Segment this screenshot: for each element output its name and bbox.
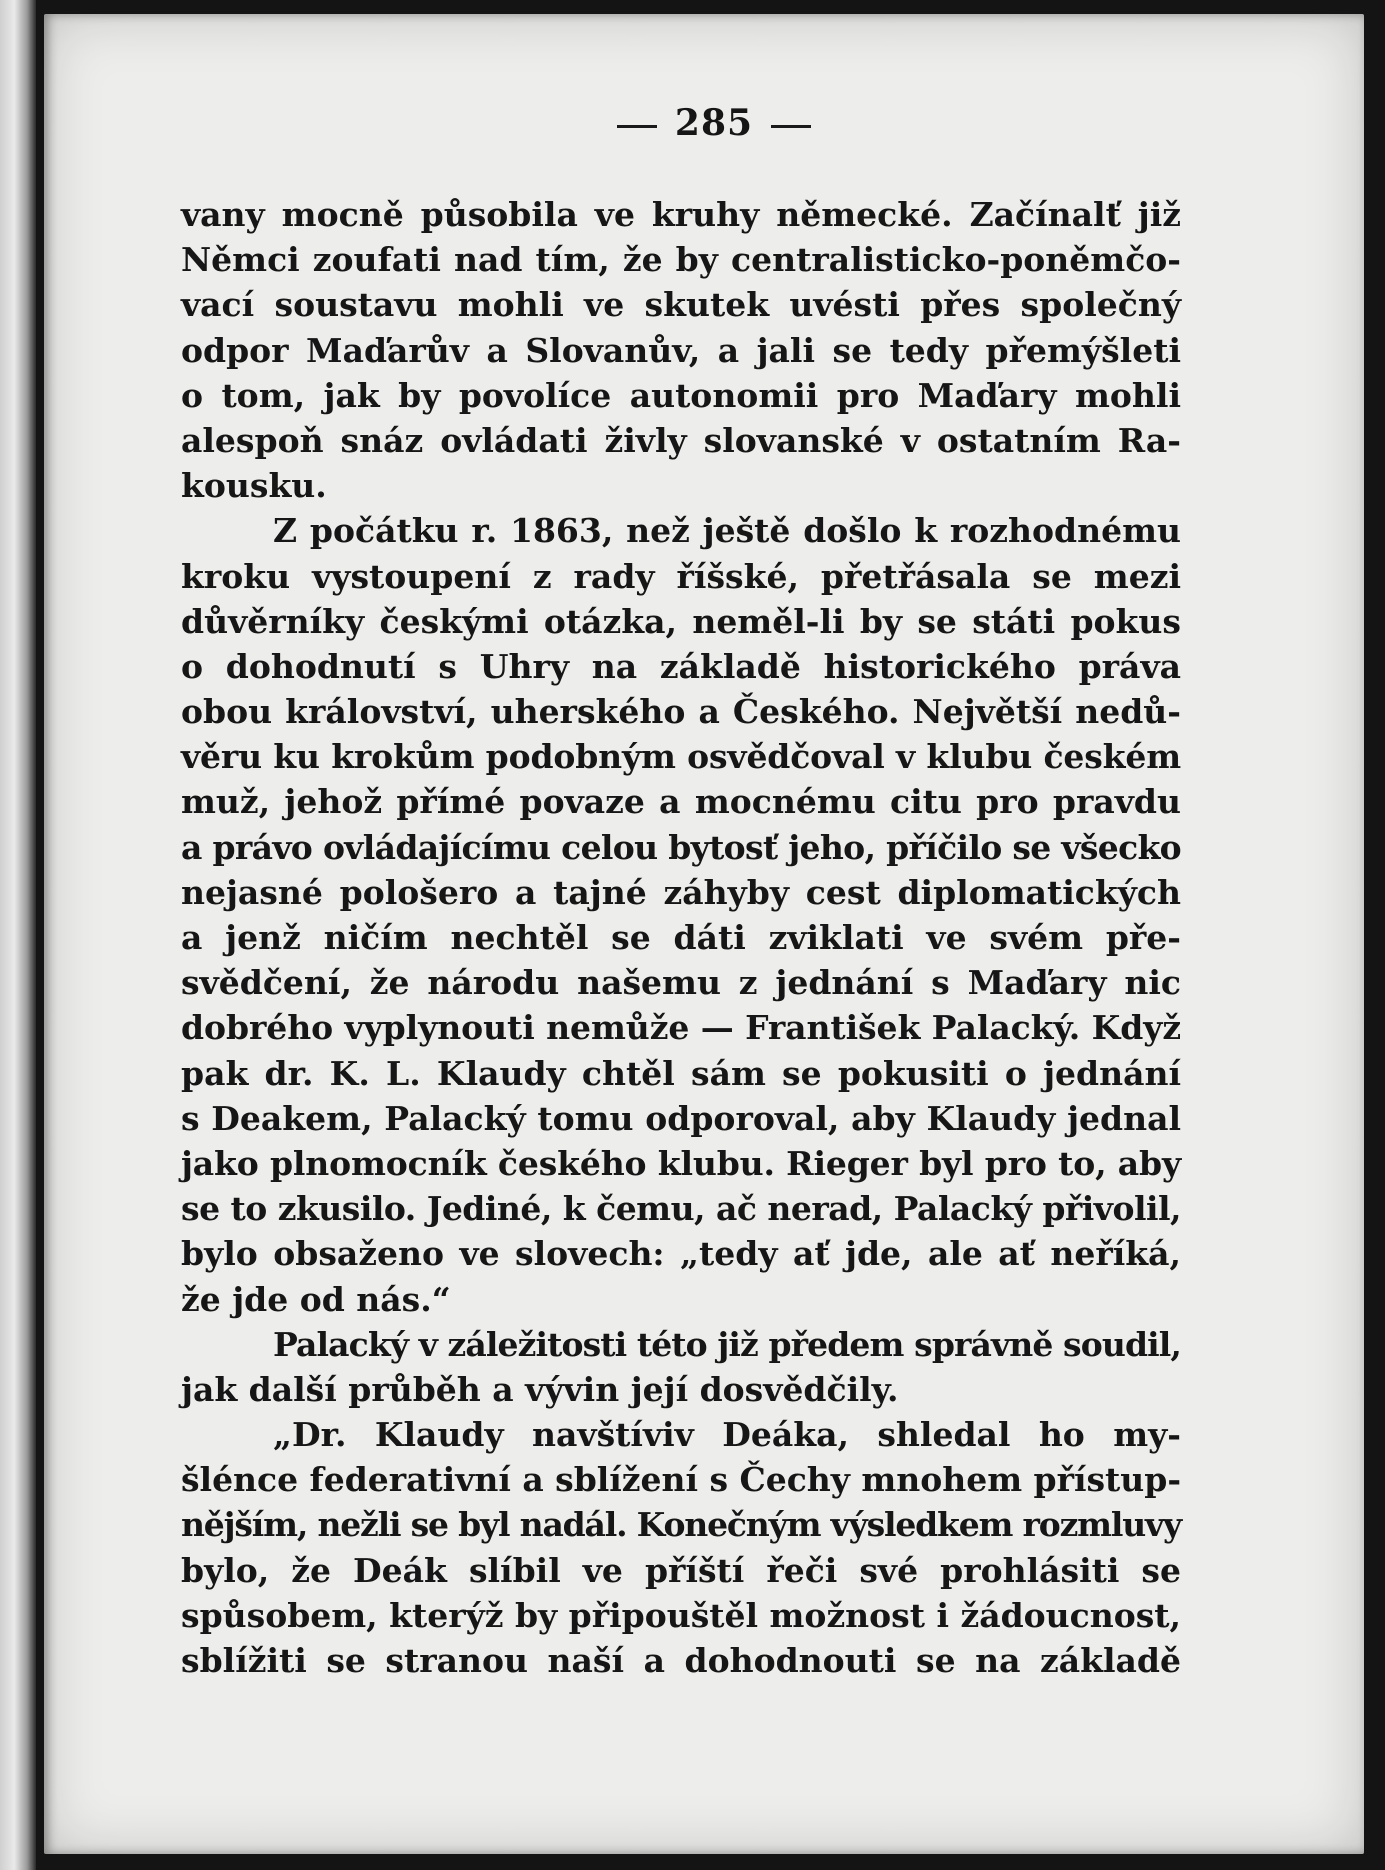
page-number: 285 (674, 102, 754, 144)
text-line: nejasné pološero a tajné záhyby cest diplomatických (181, 872, 1181, 912)
text-line: jako plnomocník českého klubu. Rieger byl pro to, aby (181, 1143, 1181, 1183)
text-line: s Deakem, Palacký tomu odporoval, aby Klaudy jednal (181, 1098, 1181, 1138)
text-line: věru ku krokům podobným osvědčoval v klubu českém (181, 737, 1181, 777)
text-line: bylo, že Deák slíbil ve příští řeči své prohlásiti se (181, 1550, 1181, 1590)
text-line: a jenž ničím nechtěl se dáti zviklati ve svém pře- (181, 918, 1181, 957)
text-line: muž, jehož přímé povaze a mocnému citu pro pravdu (181, 782, 1181, 822)
text-line: nějším, nežli se byl nadál. Konečným výsledkem rozmluvy (181, 1505, 1181, 1545)
text-line: vací soustavu mohli ve skutek uvésti přes společný (181, 285, 1181, 325)
text-line: alespoň snáz ovládati živly slovanské v ostatním Ra- (181, 420, 1181, 460)
text-line: Němci zoufati nad tím, že by centralisticko-poněmčo- (181, 240, 1181, 280)
text-line: Palacký v záležitosti této již předem správně soudil, (273, 1324, 1182, 1364)
text-line: obou království, uherského a Českého. Největší nedů- (181, 692, 1181, 732)
right-dash (771, 125, 811, 128)
text-line: jak další průběh a vývin její dosvědčily. (181, 1369, 899, 1409)
text-line: kousku. (181, 466, 327, 506)
body-text (181, 192, 1181, 1683)
text-line: bylo obsaženo ve slovech: „tedy ať jde, ale ať neříká, (181, 1234, 1181, 1274)
text-line: důvěrníky českými otázka, neměl-li by se státi pokus (181, 601, 1181, 641)
text-line: vany mocně působila ve kruhy německé. Začínalť již (181, 195, 1181, 234)
text-line: a právo ovládajícímu celou bytosť jeho, příčilo se všecko (181, 827, 1181, 867)
text-line: odpor Maďarův a Slovanův, a jali se tedy přemýšleti (181, 330, 1181, 370)
text-line: o dohodnutí s Uhry na základě historického práva (181, 646, 1181, 686)
text-line: se to zkusilo. Jediné, k čemu, ač nerad, Palacký přivolil, (181, 1189, 1181, 1229)
text-line: Z počátku r. 1863, než ještě došlo k rozhodnému (273, 511, 1181, 551)
text-line: „Dr. Klaudy navštíviv Deáka, shledal ho my- (273, 1415, 1181, 1455)
text-line: svědčení, že národu našemu z jednání s Maďary nic (181, 963, 1181, 1003)
binding-edge (0, 0, 36, 1870)
text-line: spůsobem, kterýž by připouštěl možnost i žádoucnost, (181, 1595, 1181, 1635)
text-line: že jde od nás.“ (181, 1279, 451, 1319)
text-line: šlénce federativní a sblížení s Čechy mnohem přístup- (181, 1460, 1181, 1500)
text-line: o tom, jak by povolíce autonomii pro Maďary mohli (181, 375, 1181, 415)
text-line: kroku vystoupení z rady říšské, přetřásala se mezi (181, 556, 1181, 596)
page-number-header (44, 102, 1384, 144)
text-line: dobrého vyplynouti nemůže — František Palacký. Když (181, 1008, 1181, 1048)
left-dash (617, 125, 657, 128)
text-line: pak dr. K. L. Klaudy chtěl sám se pokusiti o jednání (181, 1053, 1181, 1093)
text-line: sblížiti se stranou naší a dohodnouti se na základě (181, 1641, 1181, 1680)
